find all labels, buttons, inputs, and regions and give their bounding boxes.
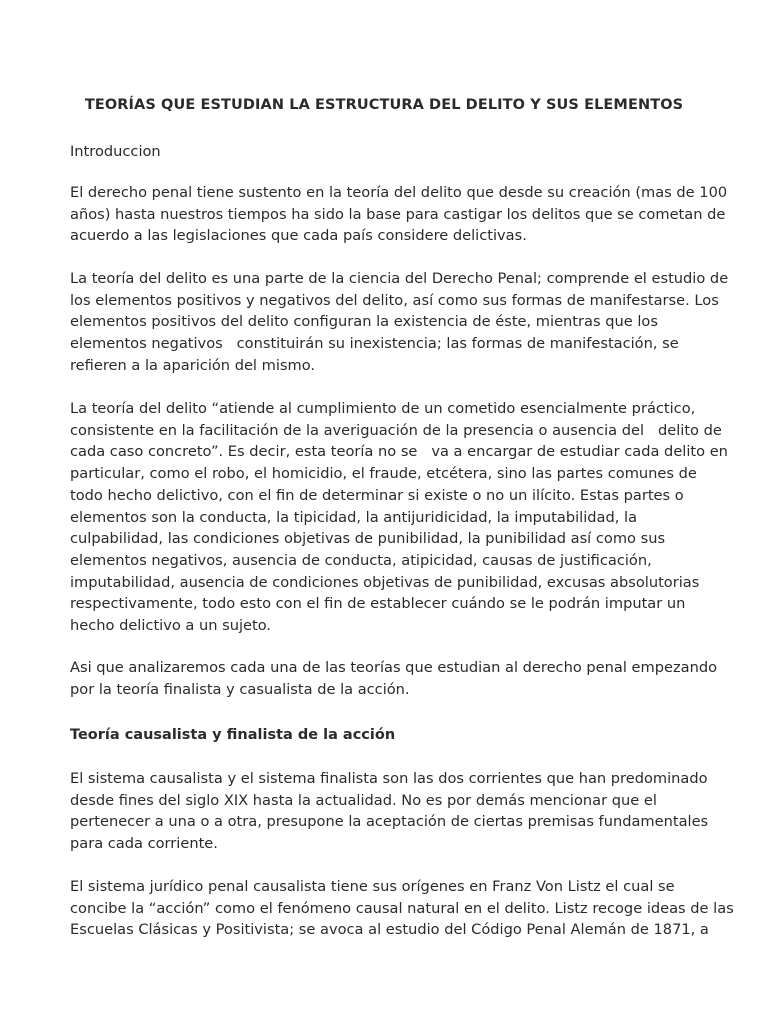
paragraph-line: El sistema causalista y el sistema finalista son las dos corrientes que han predominado (70, 770, 708, 787)
section-heading: Teoría causalista y finalista de la acción (70, 727, 396, 743)
paragraph-line: El derecho penal tiene sustento en la teoría del delito que desde su creación (mas de 100 (70, 184, 728, 201)
paragraph-line: Escuelas Clásicas y Positivista; se avoca al estudio del Código Penal Alemán de 1871, a (70, 921, 709, 939)
paragraph-line: elementos negativos constituirán su inexistencia; las formas de manifestación, se (70, 335, 679, 353)
paragraph-line: elementos positivos del delito configuran la existencia de éste, mientras que los (70, 313, 658, 331)
paragraph-line: elementos son la conducta, la tipicidad, la antijuridicidad, la imputabilidad, la (70, 508, 638, 526)
paragraph-line: cada caso concreto”. Es decir, esta teoría no se va a encargar de estudiar cada delito en (70, 443, 728, 461)
paragraph-line: años) hasta nuestros tiempos ha sido la base para castigar los delitos que se cometan de (70, 205, 726, 223)
paragraph-line: todo hecho delictivo, con el fin de determinar si existe o no un ilícito. Estas partes o (70, 486, 684, 504)
paragraph-2 (70, 268, 729, 377)
paragraph-line: elementos negativos, ausencia de conducta, atipicidad, causas de justificación, (70, 551, 652, 569)
paragraph-line: respectivamente, todo esto con el fin de establecer cuándo se le podrán imputar un (70, 595, 686, 613)
section-heading-block (70, 725, 710, 745)
paragraph-line: acuerdo a las legislaciones que cada país considere delictivas. (70, 227, 527, 245)
paragraph-line: los elementos positivos y negativos del delito, así como sus formas de manifestarse. Los (70, 291, 719, 309)
paragraph-line: La teoría del delito “atiende al cumplimiento de un cometido esencialmente práctico, (70, 400, 696, 417)
paragraph-5 (70, 768, 710, 855)
paragraph-line: La teoría del delito es una parte de la ciencia del Derecho Penal; comprende el estudio de (70, 270, 729, 287)
paragraph-line: imputabilidad, ausencia de condiciones objetivas de punibilidad, excusas absolutorias (70, 573, 700, 591)
paragraph-line: culpabilidad, las condiciones objetivas de punibilidad, la punibilidad así como sus (70, 530, 666, 548)
paragraph-line: refieren a la aparición del mismo. (70, 356, 316, 374)
paragraph-line: pertenecer a una o a otra, presupone la aceptación de ciertas premisas fundamentales (70, 813, 709, 831)
intro-heading: Introduccion (70, 143, 161, 160)
paragraph-line: para cada corriente. (70, 835, 218, 853)
paragraph-4 (70, 657, 718, 700)
intro-heading-block (70, 141, 710, 163)
paragraph-1 (70, 182, 728, 247)
paragraph-line: particular, como el robo, el homicidio, el fraude, etcétera, sino las partes comunes de (70, 465, 697, 483)
paragraph-line: consistente en la facilitación de la averiguación de la presencia o ausencia del delito de (70, 421, 722, 439)
paragraph-line: hecho delictivo a un sujeto. (70, 617, 272, 635)
paragraph-line: El sistema jurídico penal causalista tiene sus orígenes en Franz Von Listz el cual se (70, 878, 675, 895)
paragraph-3 (70, 398, 728, 637)
paragraph-line: Asi que analizaremos cada una de las teorías que estudian al derecho penal empezando (70, 659, 718, 676)
paragraph-line: por la teoría finalista y casualista de la acción. (70, 680, 410, 698)
paragraph-line: desde fines del siglo XIX hasta la actualidad. No es por demás mencionar que el (70, 791, 657, 809)
paragraph-6 (70, 876, 734, 941)
paragraph-line: concibe la “acción” como el fenómeno causal natural en el delito. Listz recoge ideas de las (70, 899, 734, 917)
document-title: TEORÍAS QUE ESTUDIAN LA ESTRUCTURA DEL DELITO Y SUS ELEMENTOS (84, 97, 684, 113)
